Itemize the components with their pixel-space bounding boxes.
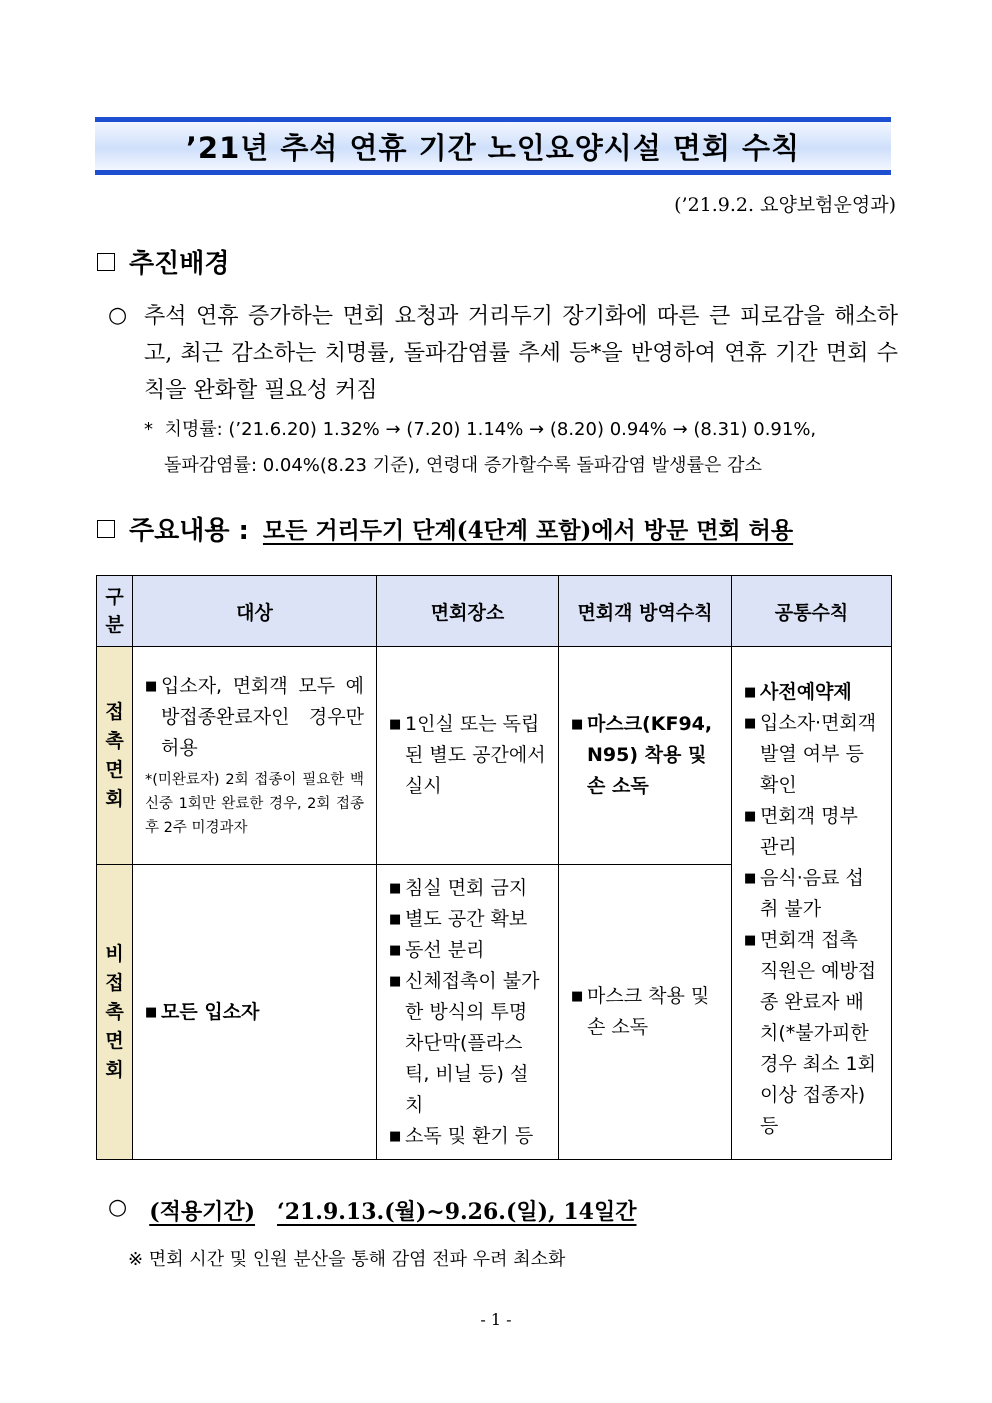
contact-rule-cell (559, 647, 732, 865)
header-common-rules: 공통수칙 (732, 576, 892, 647)
section-background (97, 243, 229, 280)
noncontact-place-cell (377, 865, 559, 1160)
noncontact-place-item: ■ 신체접촉이 불가한 방식의 투명 차단막(플라스틱, 비닐 등) 설치 (389, 966, 546, 1121)
common-rule-item: ■ 입소자·면회객 발열 여부 등 확인 (744, 708, 879, 801)
visit-rules-table (96, 575, 892, 1160)
noncontact-place-item: ■ 별도 공간 확보 (389, 904, 546, 935)
background-paragraph: 추석 연휴 증가하는 면회 요청과 거리두기 장기화에 따른 큰 피로감을 해소하고, 최근 감소하는 치명률, 돌파감염률 추세 등*을 반영하여 연휴 기간 면회 수칙을 완화할 필요성 커짐 (144, 304, 898, 403)
section-heading: 주요내용 : (129, 516, 249, 546)
noncontact-place-item: ■ 침실 면회 금지 (389, 873, 546, 904)
apply-period-label: (적용기간) (149, 1199, 256, 1225)
title-banner (95, 117, 891, 175)
contact-place: ■ 1인실 또는 독립된 별도 공간에서 실시 (389, 709, 546, 802)
breakthrough-rate-note: 돌파감염률: 0.04%(8.23 기준), 연령대 증가할수록 돌파감염 발생률은 감소 (164, 455, 762, 476)
common-rule-item: ■ 사전예약제 (744, 677, 879, 708)
apply-period-value: ‘21.9.13.(월)~9.26.(일), 14일간 (277, 1199, 637, 1225)
page-title: ’21년 추석 연휴 기간 노인요양시설 면회 수칙 (185, 130, 801, 165)
row-label-contact: 접촉면회 (97, 647, 133, 865)
common-rule-item: ■ 면회객 접촉 직원은 예방접종 완료자 배치(*불가피한 경우 최소 1회이상 접종자) 등 (744, 925, 879, 1142)
issue-date: (’21.9.2. 요양보험운영과) (674, 194, 896, 216)
square-bullet-icon (97, 520, 115, 538)
noncontact-place-item: ■ 동선 분리 (389, 935, 546, 966)
header-category: 구분 (97, 576, 133, 647)
note-mark: * (144, 419, 153, 440)
contact-place-cell (377, 647, 559, 865)
noncontact-target: ■ 모든 입소자 (145, 997, 364, 1028)
circle-bullet-icon: ○ (108, 303, 128, 328)
table-row-contact (97, 647, 892, 865)
fatality-rate-note: 치명률: (’21.6.20) 1.32% → (7.20) 1.14% → (8.20) 0.94% → (8.31) 0.91%, (164, 419, 817, 440)
header-place: 면회장소 (377, 576, 559, 647)
common-rules-cell (732, 647, 892, 1160)
section-main-content (97, 510, 793, 547)
noncontact-target-cell (133, 865, 377, 1160)
noncontact-rule-cell (559, 865, 732, 1160)
common-rule-item: ■ 면회객 명부 관리 (744, 801, 879, 863)
remark-note: ※ 면회 시간 및 인원 분산을 통해 감염 전파 우려 최소화 (128, 1249, 566, 1270)
contact-target-note: *(미완료자) 2회 접종이 필요한 백신중 1회만 완료한 경우, 2회 접종 후 2주 미경과자 (145, 772, 364, 836)
page-number: - 1 - (480, 1310, 512, 1329)
contact-target-cell (133, 647, 377, 865)
noncontact-rule: ■ 마스크 착용 및 손 소독 (571, 981, 719, 1043)
circle-bullet-icon: ○ (108, 1195, 128, 1220)
header-target: 대상 (133, 576, 377, 647)
row-label-noncontact: 비접촉면회 (97, 865, 133, 1160)
contact-target: ■ 입소자, 면회객 모두 예방접종완료자인 경우만 허용 (145, 671, 364, 764)
header-visitor-rules: 면회객 방역수칙 (559, 576, 732, 647)
contact-rule: ■ 마스크(KF94, N95) 착용 및 손 소독 (571, 709, 719, 802)
table-header-row (97, 576, 892, 647)
noncontact-place-item: ■ 소독 및 환기 등 (389, 1121, 546, 1152)
note-line (144, 412, 898, 448)
section-summary: 모든 거리두기 단계(4단계 포함)에서 방문 면회 허용 (262, 517, 794, 544)
section-heading: 추진배경 (129, 249, 230, 279)
common-rule-item: ■ 음식·음료 섭취 불가 (744, 863, 879, 925)
apply-period-line (108, 1195, 636, 1226)
square-bullet-icon (97, 253, 115, 271)
